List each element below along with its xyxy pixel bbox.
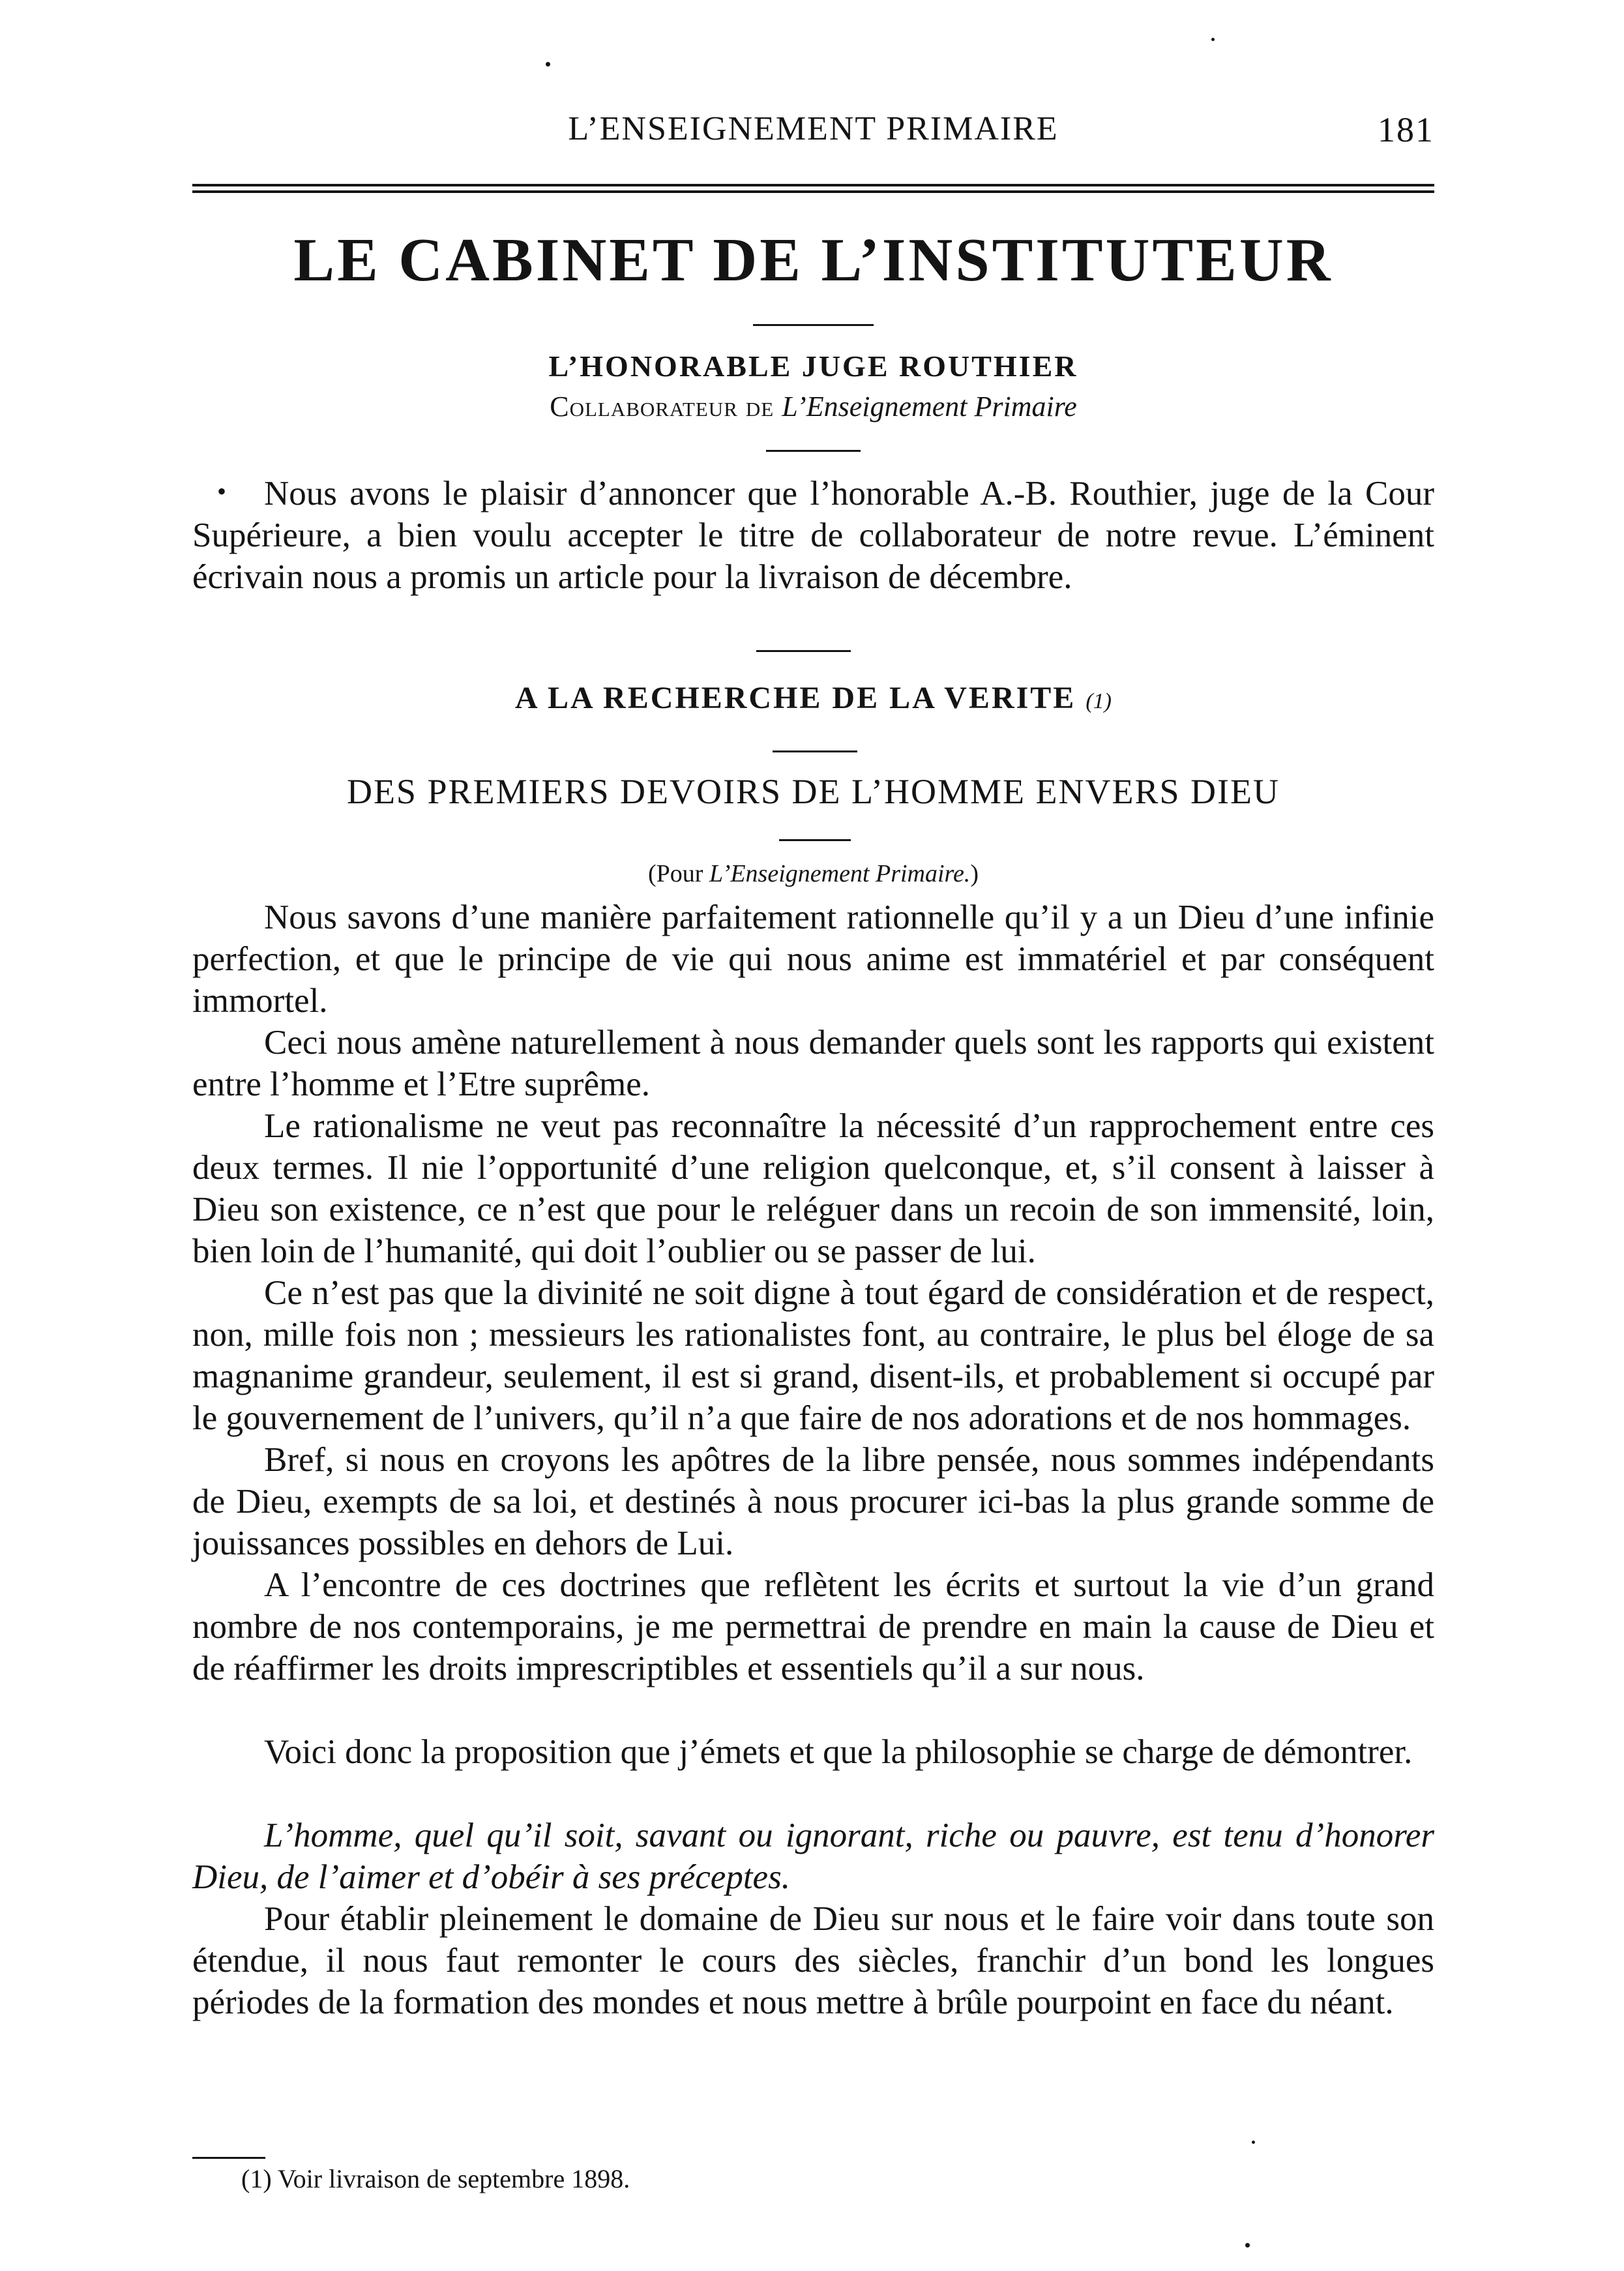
body-paragraph-4: Ce n’est pas que la divinité ne soit digne à tout égard de considération et de respect, non, mille fois non ; messieurs les rationalistes font, au contraire, le plus bel éloge de sa magnanime grandeur, seulement, il est si grand, disent-ils, et probablement si occupé par le gouvernement de l’univers, qu’il n’a que faire de nos adorations et de nos hommages. bbox=[192, 1274, 1434, 1437]
divider-rule bbox=[756, 650, 851, 652]
collaborator-byline bbox=[192, 390, 1434, 423]
byline-prefix: Collaborateur de bbox=[550, 391, 775, 423]
body-paragraph-7: Voici donc la proposition que j’émets et que la philosophie se charge de démontrer. bbox=[264, 1733, 1413, 1771]
divider-rule bbox=[753, 324, 874, 326]
body-paragraph-final: Pour établir pleinement le domaine de Dieu sur nous et le faire voir dans toute son étendue, il nous faut remonter le cours des siècles, franchir d’un bond les longues périodes de la formation des mondes et nous mettre à brûle pourpoint en face du néant. bbox=[192, 1900, 1434, 2021]
pour-suffix: ) bbox=[970, 860, 979, 887]
body-paragraph-3: Le rationalisme ne veut pas reconnaître la nécessité d’un rapprochement entre ces deux termes. Il nie l’opportunité d’une religion quelconque, et, s’il consent à laisser à Dieu son existence, ce n’est que pour le reléguer dans un recoin de son immensité, loin, bien loin de l’humanité, qui doit l’oublier ou se passer de lui. bbox=[192, 1107, 1434, 1270]
header-double-rule bbox=[192, 184, 1434, 193]
body-paragraph-2: Ceci nous amène naturellement à nous demander quels sont les rapports qui existent entre l’homme et l’Etre suprême. bbox=[192, 1024, 1434, 1103]
margin-mark: • bbox=[217, 477, 227, 506]
body-paragraph-1: Nous savons d’une manière parfaitement rationnelle qu’il y a un Dieu d’une infinie perfection, et que le principe de vie qui nous anime est immatériel et par conséquent immortel. bbox=[192, 898, 1434, 1020]
byline-journal: L’Enseignement Primaire bbox=[782, 391, 1077, 423]
footnote-reference: (1) bbox=[1085, 689, 1112, 713]
pour-note bbox=[192, 859, 1434, 888]
footnote: (1) Voir livraison de septembre 1898. bbox=[241, 2164, 630, 2193]
body-paragraph-6: A l’encontre de ces doctrines que reflètent les écrits et surtout la vie d’un grand nombre de nos contemporains, je me permettrai de prendre en main la cause de Dieu et de réaffirmer les droits imprescriptibles et essentiels qu’il a sur nous. bbox=[192, 1566, 1434, 1687]
body-paragraph-5: Bref, si nous en croyons les apôtres de la libre pensée, nous sommes indépendants de Dieu, exempts de sa loi, et destinés à nous procurer ici-bas la plus grande somme de jouissances possibles en dehors de Lui. bbox=[192, 1441, 1434, 1562]
divider-rule bbox=[773, 750, 857, 752]
print-speck bbox=[546, 62, 550, 67]
main-title: LE CABINET DE L’INSTITUTEUR bbox=[293, 226, 1333, 294]
verite-heading-text: A LA RECHERCHE DE LA VERITE bbox=[515, 681, 1076, 715]
section-heading-verite bbox=[192, 680, 1434, 716]
print-speck bbox=[1252, 2141, 1255, 2144]
footnote-rule bbox=[192, 2157, 265, 2159]
italic-proposition: L’homme, quel qu’il soit, savant ou ignorant, riche ou pauvre, est tenu d’honorer Dieu, de l’aimer et d’obéir à ses préceptes. bbox=[192, 1817, 1434, 1896]
print-speck bbox=[1245, 2243, 1250, 2248]
announcement-paragraph: Nous avons le plaisir d’annoncer que l’honorable A.-B. Routhier, juge de la Cour Supérieure, a bien voulu accepter le titre de collaborateur de notre revue. L’éminent écrivain nous a promis un article pour la livraison de décembre. bbox=[192, 475, 1434, 596]
pour-journal: L’Enseignement Primaire. bbox=[709, 860, 971, 887]
section-heading-routhier: L’HONORABLE JUGE ROUTHIER bbox=[548, 349, 1078, 383]
divider-rule bbox=[779, 839, 851, 841]
page-number: 181 bbox=[1378, 110, 1434, 149]
document-page bbox=[192, 0, 1434, 2271]
divider-rule bbox=[766, 450, 861, 452]
running-head-title: L’ENSEIGNEMENT PRIMAIRE bbox=[568, 110, 1059, 147]
running-head bbox=[192, 110, 1434, 155]
subheading-devoirs: DES PREMIERS DEVOIRS DE L’HOMME ENVERS DIEU bbox=[346, 772, 1280, 811]
pour-prefix: (Pour bbox=[648, 860, 703, 887]
print-speck bbox=[1211, 38, 1215, 41]
